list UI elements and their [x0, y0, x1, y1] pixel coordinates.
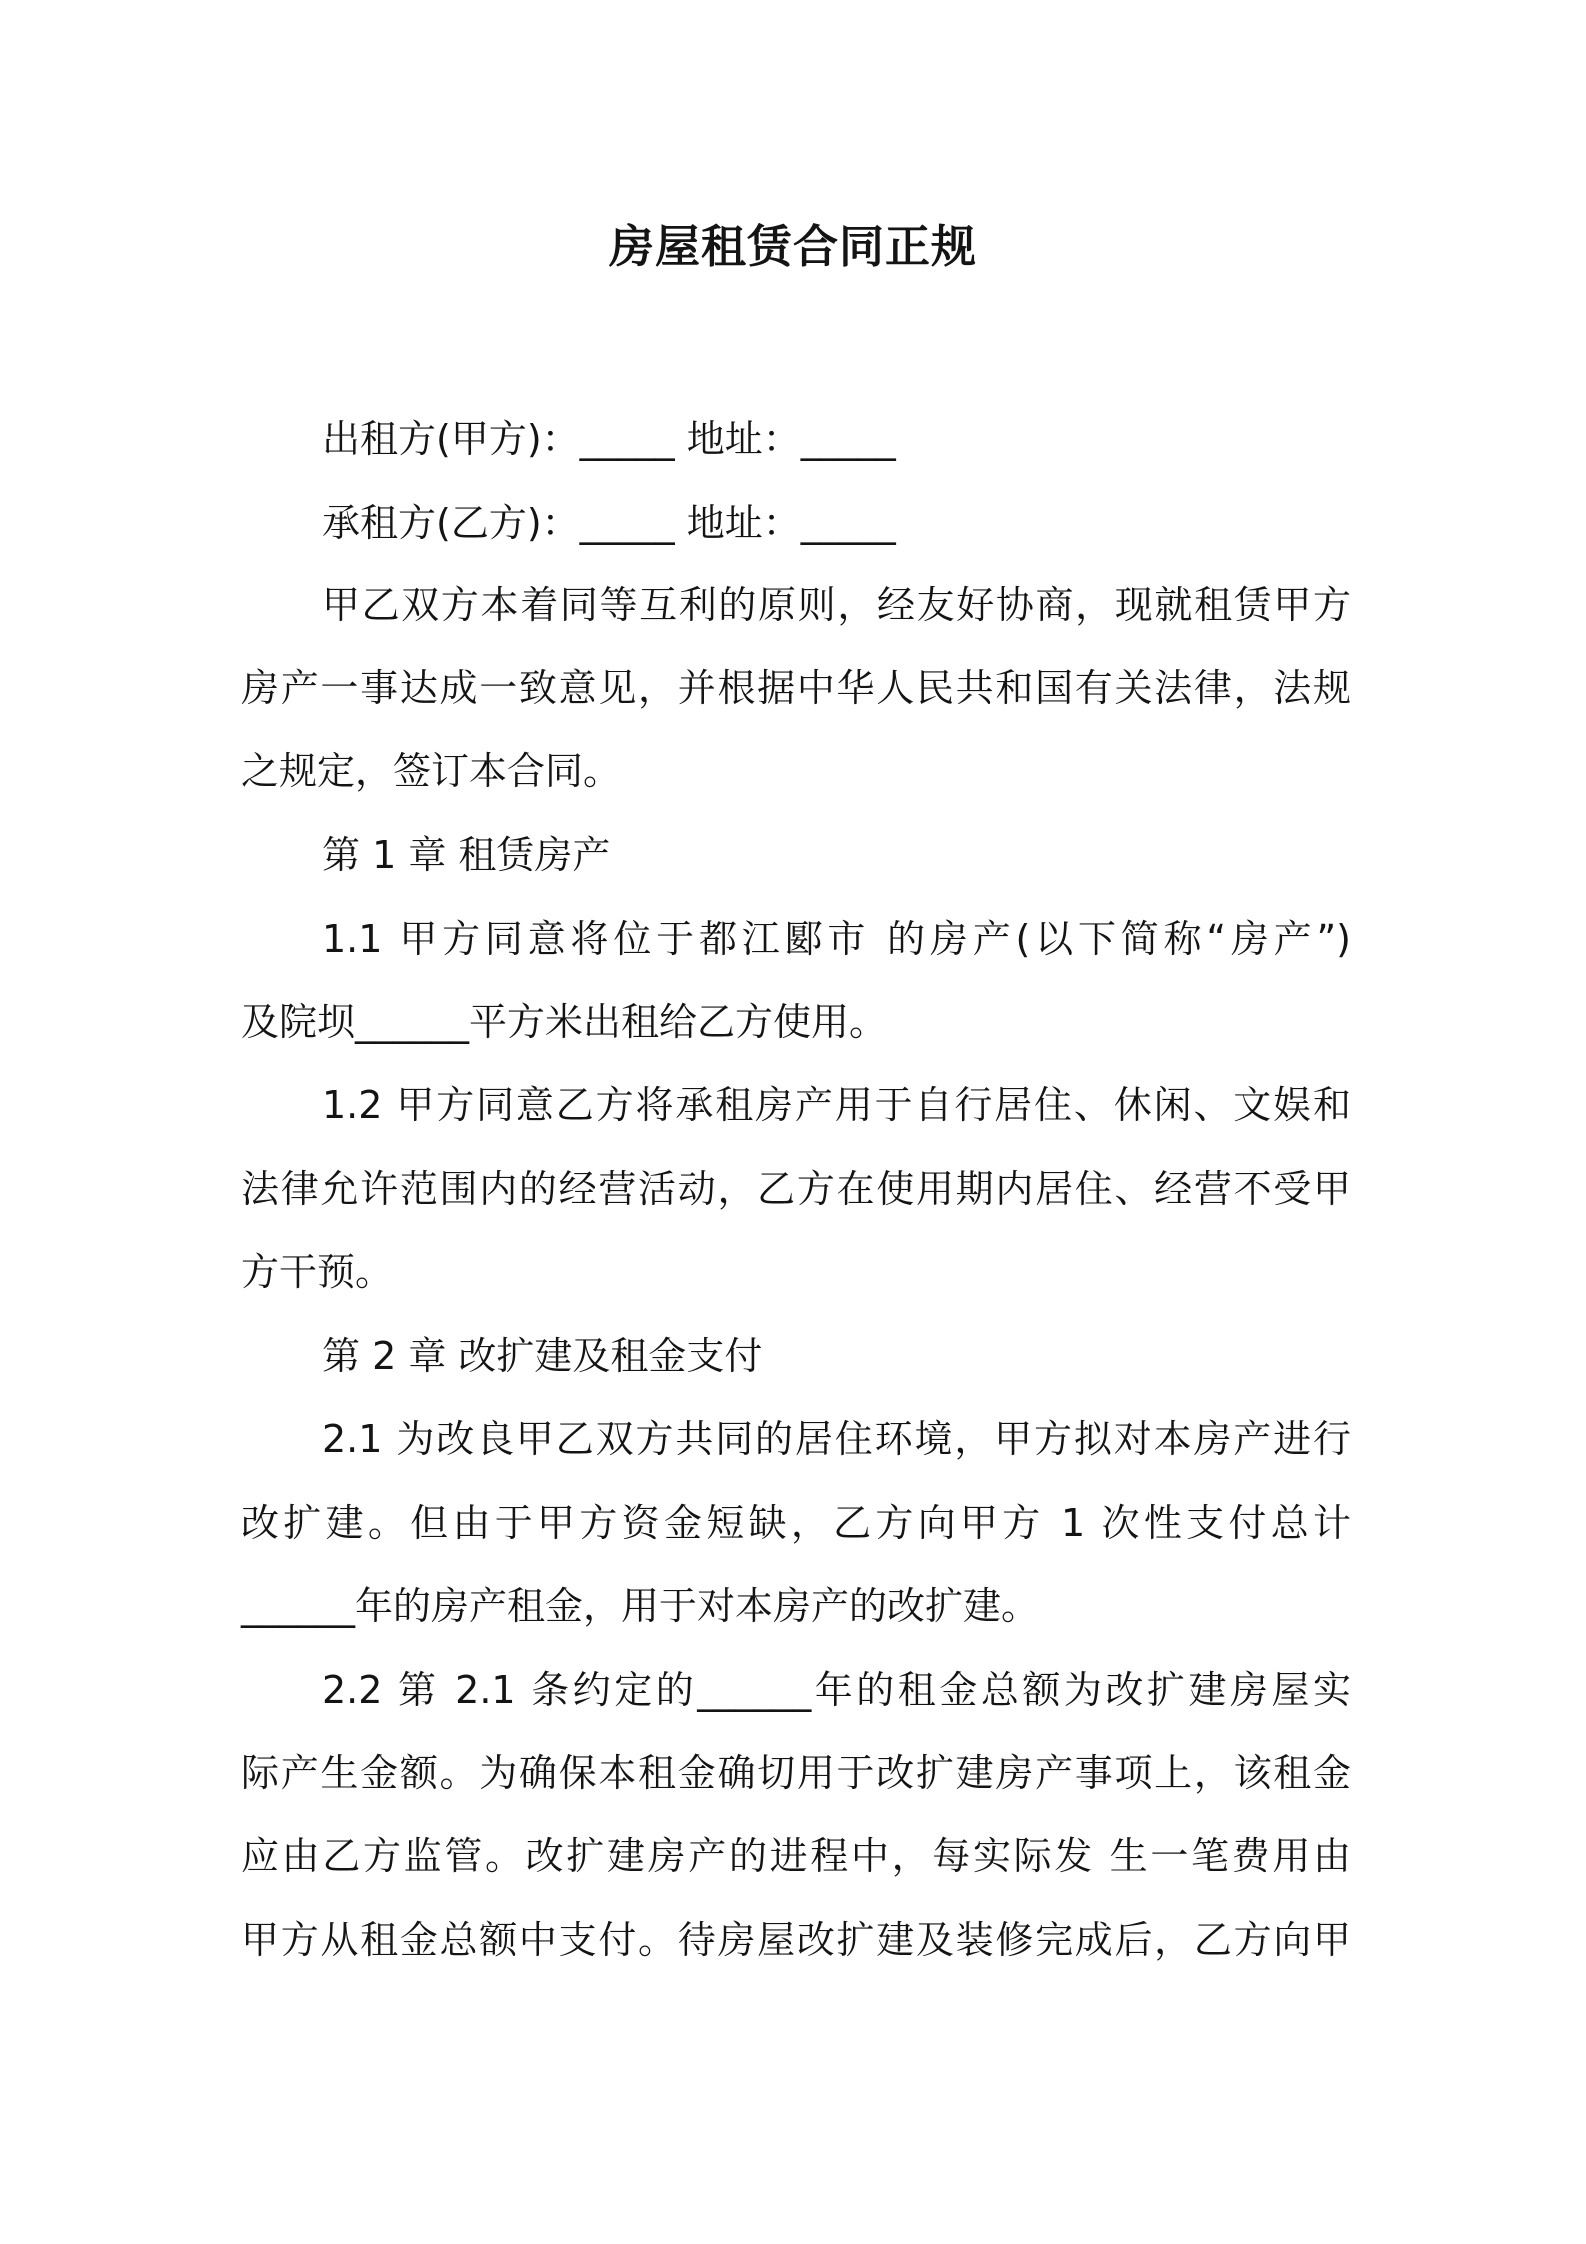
chapter-1-heading: 第 1 章 租赁房产	[322, 833, 611, 877]
clause-2-1-line-2: 改扩建。但由于甲方资金短缺，乙方向甲方 1 次性支付总计	[241, 1501, 1351, 1545]
clause-2-2-line-3: 应由乙方监管。改扩建房产的进程中，每实际发 生一笔费用由	[241, 1834, 1351, 1878]
clause-2-1-line-3: ______年的房产租金，用于对本房产的改扩建。	[241, 1584, 1040, 1628]
clause-2-2-line-2: 际产生金额。为确保本租金确切用于改扩建房产事项上，该租金	[241, 1751, 1351, 1795]
clause-1-2-line-2: 法律允许范围内的经营活动，乙方在使用期内居住、经营不受甲	[241, 1167, 1351, 1211]
document-title: 房屋租赁合同正规	[608, 220, 977, 273]
clause-1-2-line-3: 方干预。	[241, 1250, 394, 1294]
chapter-2-heading: 第 2 章 改扩建及租金支付	[322, 1334, 763, 1378]
preamble-line-3: 之规定，签订本合同。	[241, 749, 622, 793]
clause-2-2-line-4: 甲方从租金总额中支付。待房屋改扩建及装修完成后，乙方向甲	[241, 1918, 1351, 1962]
clause-2-2-line-1: 2.2 第 2.1 条约定的______年的租金总额为改扩建房屋实	[322, 1668, 1351, 1712]
preamble-line-2: 房产一事达成一致意见，并根据中华人民共和国有关法律，法规	[241, 666, 1351, 710]
clause-2-1-line-1: 2.1 为改良甲乙双方共同的居住环境，甲方拟对本房产进行	[322, 1417, 1351, 1461]
preamble-line-1: 甲乙双方本着同等互利的原则，经友好协商，现就租赁甲方	[322, 583, 1351, 627]
clause-1-1-line-2: 及院坝______平方米出租给乙方使用。	[241, 1000, 888, 1044]
lessor-line: 出租方(甲方)：_____ 地址：_____	[322, 417, 896, 461]
lessee-line: 承租方(乙方)：_____ 地址：_____	[322, 501, 896, 545]
clause-1-1-line-1: 1.1 甲方同意将位于都江郾市 的房产(以下简称“房产”)	[322, 917, 1351, 961]
clause-1-2-line-1: 1.2 甲方同意乙方将承租房产用于自行居住、休闲、文娱和	[322, 1083, 1351, 1127]
